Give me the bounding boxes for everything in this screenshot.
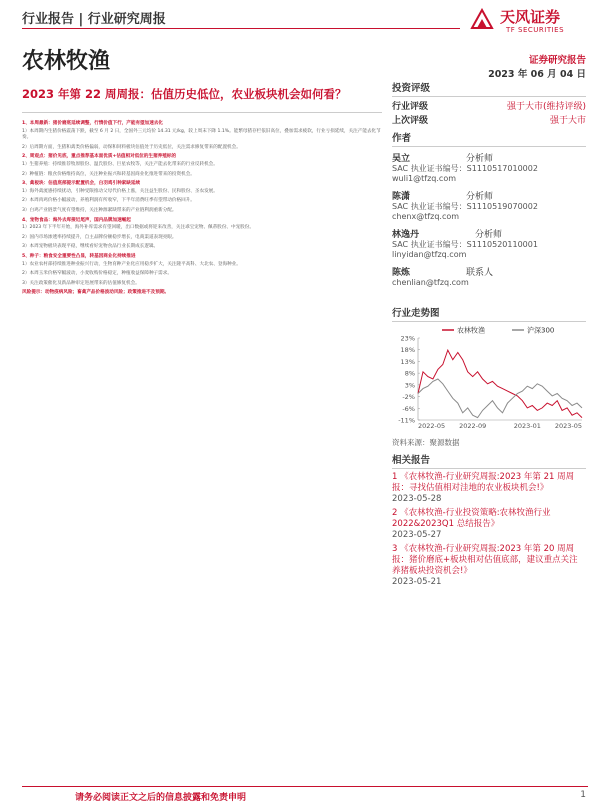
author-role: 分析师: [466, 154, 494, 164]
page-number: 1: [580, 790, 586, 800]
y-tick-label: 13%: [400, 357, 415, 366]
previous-rating-value: 强于大市: [549, 116, 586, 126]
x-tick-label: 2022-09: [459, 422, 487, 430]
authors-heading: 作者: [392, 133, 412, 144]
rating-heading: 投资评级: [392, 83, 431, 94]
report-title: 2023 年第 22 周周报：估值历史低位，农业板块机会如何看？: [22, 87, 347, 101]
logo: [470, 2, 588, 40]
author-line: wuli1@tfzq.com: [392, 174, 457, 183]
section-paragraph: 2）种植链：粮食价格维持高位，关注种业振兴和转基因商业化推进带来的投资机会。: [22, 171, 195, 177]
related-heading: 相关报告: [392, 455, 431, 466]
footer-disclaimer: 请务必阅读正文之后的信息披露和免责申明: [75, 793, 247, 803]
industry-rating-value: 强于大市(维持评级): [506, 102, 586, 112]
section-paragraph: 1）本周期内生猪价格震荡下跌，截至 6 月 2 日，全国外三元均价 14.31 元/kg，较上周末下降 1.1%。能繁母猪存栏依旧高位，叠加需求疲软，行业亏损延续，关注产能去化节奏。: [22, 128, 381, 141]
industry-rating: [392, 100, 586, 114]
author-name: 林逸丹: [392, 230, 420, 240]
related-list: [392, 472, 586, 588]
title-divider: [22, 112, 382, 113]
related-report-link[interactable]: [392, 544, 586, 588]
related-report-date: 2023-05-21: [392, 577, 442, 587]
author-line: linyidan@tfzq.com: [392, 250, 467, 259]
author-name: 吴立: [392, 154, 411, 164]
author-line: SAC 执业证书编号：S1110519070002: [392, 202, 538, 211]
related-report-title: 《农林牧渔-行业研究周报:2023 年第 21 周周报：寻找估值相对洼地的农业板块机会!》: [392, 472, 575, 493]
y-tick-label: 8%: [404, 369, 415, 378]
previous-rating-label: 上次评级: [392, 116, 429, 126]
logo-text: 天风证券: [500, 8, 561, 26]
legend-label: 沪深300: [527, 326, 555, 335]
section-heading: 2、周观点：猪价见底，重点推荐基本面优质+估值相对低位的生猪养殖标的: [22, 154, 177, 160]
author-name: 陈炼: [392, 268, 411, 278]
related-report-number: 1: [392, 472, 398, 482]
related-report-link[interactable]: [392, 508, 586, 541]
x-tick-label: 2022-05: [418, 422, 446, 430]
rating-block: [392, 80, 586, 128]
author-line: chenx@tfzq.com: [392, 212, 460, 221]
authors-list: [392, 151, 586, 288]
section-paragraph: 3）本周宠物板块表现平稳，继续看好宠物食品行业长期成长逻辑。: [22, 244, 159, 250]
section-paragraph: 3）白鸡产业链景气度有望维持，关注种源紧缺带来的产业链利润重新分配。: [22, 207, 177, 213]
section-heading: 4、宠物食品：海外去库接近尾声，国内品牌加速崛起: [22, 217, 131, 223]
series-line-index: [418, 379, 582, 418]
y-tick-label: -2%: [402, 393, 415, 402]
author-entry: [392, 227, 586, 260]
authors-block: [392, 130, 586, 293]
authors-divider: [392, 146, 586, 147]
logo-mark-icon: [470, 8, 494, 30]
report-body: [22, 118, 382, 297]
trend-block: [392, 305, 586, 448]
author-line: SAC 执业证书编号：S1110520110001: [392, 240, 538, 249]
author-role: 分析师: [475, 230, 503, 240]
author-role: 联系人: [466, 268, 494, 278]
section-paragraph: 1）农业农村部持续推进种业振兴行动，生物育种产业化应用稳步扩大，关注隆平高科、大北农、登海种业。: [22, 261, 241, 267]
related-report-number: 2: [392, 508, 398, 518]
author-line: chenlian@tfzq.com: [392, 278, 469, 287]
x-tick-label: 2023-01: [513, 422, 541, 430]
author-role: 分析师: [466, 192, 494, 202]
logo-subtext: TF SECURITIES: [506, 26, 565, 34]
rating-divider: [392, 96, 586, 97]
related-block: [392, 452, 586, 591]
author-entry: [392, 265, 586, 288]
y-tick-label: -6%: [402, 404, 415, 413]
section-paragraph: 1）海外禽流感持续扰动，引种受限推动父母代价格上涨，关注益生股份、民和股份、圣农发展。: [22, 188, 218, 194]
related-report-number: 3: [392, 544, 398, 554]
section-paragraph: 1）2023 年下半年开始，海外补库需求有望回暖，出口数据或将迎来改善，关注乖宝宠物、佩蒂股份、中宠股份。: [22, 225, 254, 231]
header-divider: [22, 28, 460, 29]
industry-rating-label: 行业评级: [392, 102, 429, 112]
report-type: 证券研究报告: [528, 55, 586, 66]
author-entry: [392, 189, 586, 222]
footer-divider: [22, 786, 588, 787]
risk-warning: 风险提示：动物疫病风险；畜禽产品价格波动风险；政策推进不及预期。: [22, 290, 170, 296]
author-entry: [392, 151, 586, 184]
trend-heading: 行业走势图: [392, 308, 440, 319]
y-tick-label: -11%: [398, 416, 415, 425]
industry-name: 农林牧渔: [22, 49, 111, 74]
section-heading: 5、种子：粮食安全重要性凸显，转基因商业化持续推进: [22, 253, 136, 259]
y-tick-label: 18%: [400, 346, 415, 355]
section-heading: 1、本周最新：猪价磨底延续调整，行情价值下行，产能有望加速去化: [22, 121, 164, 126]
section-paragraph: 2）国内市场渗透率持续提升，自主品牌份额稳步增长，电商渠道表现亮眼。: [22, 234, 177, 240]
x-tick-label: 2023-05: [554, 422, 582, 430]
y-tick-label: 3%: [404, 381, 415, 390]
section-paragraph: 1）生猪养殖：持续推荐牧原股份、温氏股份、巨星农牧等，关注产能去化带来的行业反转机会。: [22, 161, 218, 167]
report-category: 行业报告 | 行业研究周报: [22, 12, 166, 27]
legend-label: 农林牧渔: [457, 326, 485, 335]
related-report-title: 《农林牧渔-行业研究周报:2023 年第 20 周周报：猪价磨底+板块相对估值底部，建议重点关注养猪板块投资机会!》: [392, 544, 578, 576]
related-report-link[interactable]: [392, 472, 586, 505]
related-divider: [392, 468, 586, 469]
section-paragraph: 3）关注政策催化及新品种审定进展带来的估值修复机会。: [22, 280, 140, 286]
author-name: 陈潇: [392, 192, 411, 202]
section-paragraph: 2）本周肉鸡价格小幅波动，养殖利润有所收窄，下半年消费旺季有望带动价格回升。: [22, 198, 195, 204]
trend-source: 资料来源：聚源数据: [392, 438, 460, 447]
section-paragraph: 2）后周期方面，生猪和禽类价格偏弱，动保和饲料板块估值处于历史低位，关注需求修复带来的配置机会。: [22, 144, 241, 150]
related-report-title: 《农林牧渔-行业投资策略:农林牧渔行业 2022&2023Q1 总结报告》: [392, 508, 551, 529]
report-date: 2023 年 06 月 04 日: [488, 69, 586, 80]
author-line: SAC 执业证书编号：S1110517010002: [392, 164, 538, 173]
section-paragraph: 2）本周玉米价格窄幅波动，小麦收购价格稳定，种植收益保障种子需求。: [22, 271, 172, 277]
y-tick-label: 23%: [400, 334, 415, 343]
trend-chart: [392, 324, 586, 434]
related-report-date: 2023-05-28: [392, 494, 442, 504]
trend-divider: [392, 321, 586, 322]
previous-rating: [392, 114, 586, 128]
section-heading: 3、禽板块：估值底部提示配置机会，白羽鸡引种紧缺延续: [22, 181, 141, 187]
related-report-date: 2023-05-27: [392, 530, 442, 540]
